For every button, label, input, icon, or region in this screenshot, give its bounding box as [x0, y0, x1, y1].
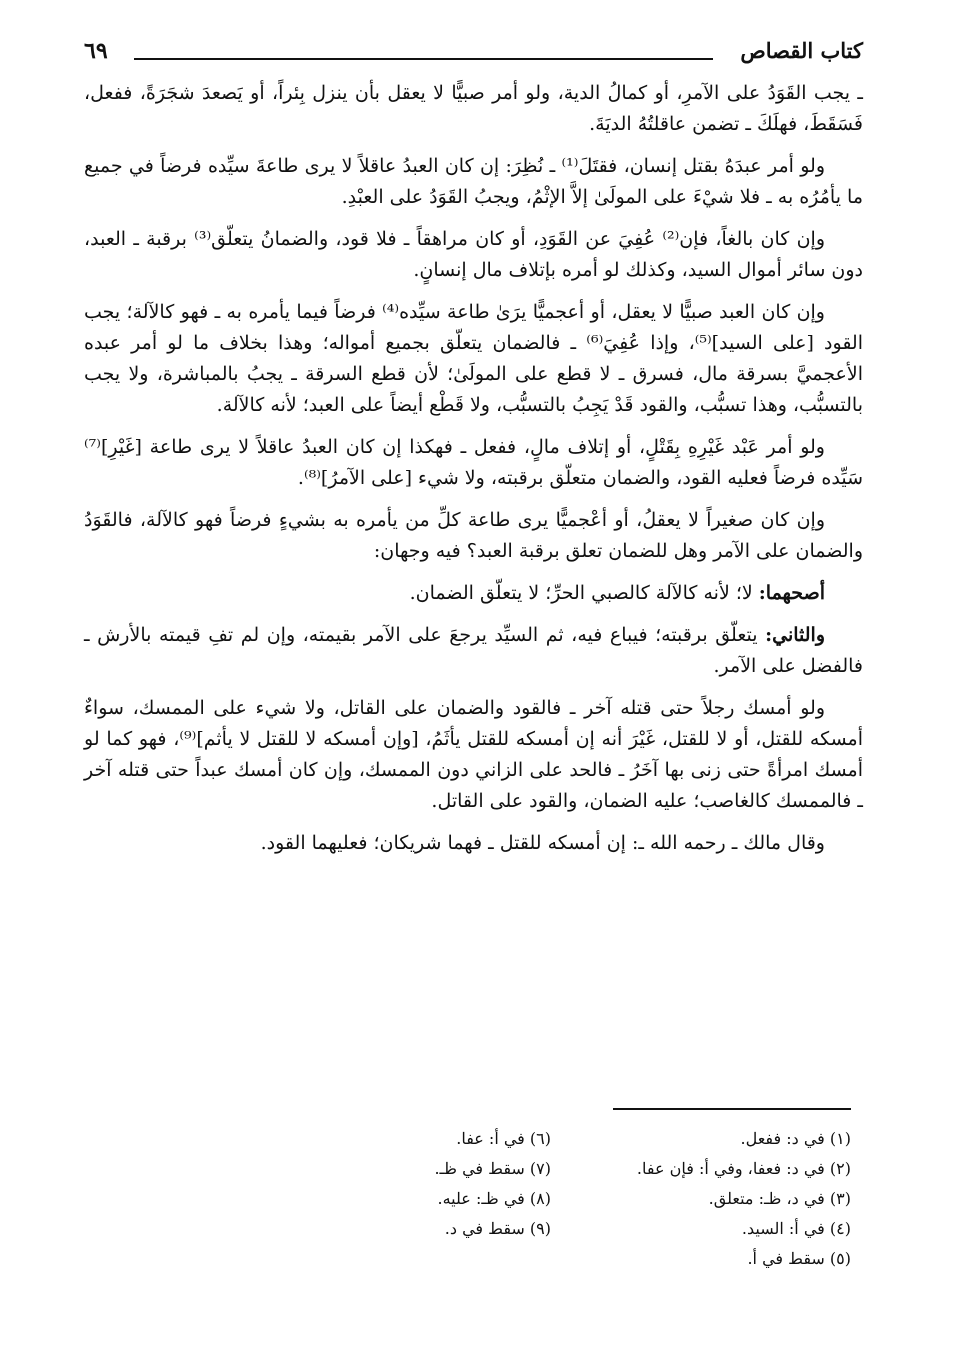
running-title: كتاب القصاص: [740, 38, 863, 63]
paragraph: ـ يجب القَوَدُ على الآمرِ، أو كمالُ الدية، ولو أمر صبيًّا لا يعقل بأن ينزل بِئراً، أو يَصعدَ شجَرَةً، ففعل، فَسَقَطَ، فهلَكَ ـ تضمن عاقلتُهُ الديَةَ.: [84, 82, 863, 135]
footnote: (٦) في أ: عفا.: [456, 1129, 551, 1148]
paragraph: [84, 620, 863, 682]
paragraph: وإن كان بالغاً، فإن⁽²⁾ عُفِيَ عن القَوَدِ، أو كان مراهقاً ـ فلا قود، والضمانُ يتعلّق⁽³⁾ برقبة ـ العبد، دون سائر أموال السيد، وكذلك لو أمره بإتلاف مال إنسانٍ.: [84, 228, 863, 281]
paragraph: وقال مالك ـ رحمه الله ـ: إن أمسكه للقتل ـ فهما شريكان؛ فعليهما القود.: [260, 832, 825, 854]
opinion-label: والثاني:: [765, 624, 825, 646]
footnote: (٥) سقط في أ.: [747, 1249, 851, 1268]
footnote-column-left: [321, 1124, 551, 1244]
footnote: (٧) سقط في ظـ.: [434, 1159, 551, 1178]
page-number: ٦٩: [84, 38, 108, 64]
footnote: (٤) في أ: السيد.: [741, 1219, 851, 1238]
paragraph: ولو أمر عبدَهُ بقتل إنسان، فقتَلَ⁽¹⁾ ـ نُظِرَ: إن كان العبدُ عاقلاً لا يرى طاعةَ سيِّده فرضاً في جميع ما يأمُرُه به ـ فلا شيْءَ على المولَىٰ إلاَّ الإثْمُ، ويجبُ القَوَدُ على العبْدِ.: [84, 155, 863, 208]
paragraph: ولو أمسك رجلاً حتى قتله آخر ـ فالقود والضمان على القاتل، ولا شيء على الممسك، سواءٌ أمسكه للقتل، أو لا للقتل، غَيْرَ أنه إن أمسكه للقتل يأثَمُ، [وإن أمسكه لا للقتل لا يأثم]⁽⁹⁾، فهو كما لو أمسك امرأةً حتى زنى بها آخَرُ ـ فالحد على الزاني دون الممسك، وإن كان أمسك عبداً حتى قتله آخر ـ فالممسك كالغاصب؛ عليه الضمان، والقود على القاتل.: [84, 697, 864, 812]
footnote-column-right: [621, 1124, 851, 1274]
footnote: (٩) سقط في د.: [444, 1219, 551, 1238]
footnote-rule: [613, 1108, 851, 1110]
paragraph-text: يتعلّق برقبته؛ فيباع فيه، ثم السيِّد يرجعَ على الآمر بقيمته، وإن لم تفِ قيمته بالأرش ـ فالفضل على الآمر.: [84, 624, 863, 677]
footnote: (٣) في د، ظـ: متعلق.: [708, 1189, 851, 1208]
paragraph: [84, 578, 863, 609]
paragraph-text: لا؛ لأنه كالآلة كالصبي الحرِّ؛ لا يتعلّق الضمان.: [409, 582, 753, 604]
page-header: [84, 38, 863, 70]
main-text: [84, 78, 863, 870]
footnote: (١) في د: ففعل.: [740, 1129, 851, 1148]
paragraph: وإن كان صغيراً لا يعقلُ، أو أعْجميًّا يرى طاعة كلِّ من يأمره به بشيءٍ فرضاً فهو كالآلة، فالقَوَدُ والضمان على الآمر وهل للضمان تعلق برقبة العبد؟ فيه وجهان:: [84, 509, 863, 562]
footnote: (٢) في د: فعفا، وفي أ: فإن عفا.: [636, 1159, 851, 1178]
paragraph: ولو أمر عَبْد غَيْرِهِ بِقَتْلٍ، أو إتلاف مالٍ، ففعل ـ فهكذا إن كان العبدُ عاقلاً لا يرى طاعة [غَيْرِ]⁽⁷⁾ سَيِّده فرضاً فعليه القود، والضمان متعلّق برقبته، ولا شيء [على الآمرُ]⁽⁸⁾.: [84, 436, 863, 489]
header-rule: [134, 58, 713, 60]
opinion-label: أصحهما:: [758, 582, 825, 604]
footnote: (٨) في ظـ: عليه.: [437, 1189, 551, 1208]
paragraph: وإن كان العبد صبيًّا لا يعقل، أو أعجميًّا يرَىٰ طاعة سيِّده⁽⁴⁾ فرضاً فيما يأمره به ـ فهو كالآلة؛ يجب القود [على السيد]⁽⁵⁾، وإذا عُفِيَ⁽⁶⁾ ـ فالضمان يتعلّق بجميع أمواله؛ وهذا بخلاف ما لو أمر عبده الأعجميَّ بسرقة مال، فسرق ـ لا قطع على المولَىٰ؛ لأن قطع السرقة ـ يجبُ بالمباشرة، ولا يجب بالتسبُّب، وهذا تسبُّب، والقود قَدْ يَجِبُ بالتسبُّب، ولا قَطْع أيضاً على العبد؛ لأنه كالآلة.: [84, 301, 864, 416]
